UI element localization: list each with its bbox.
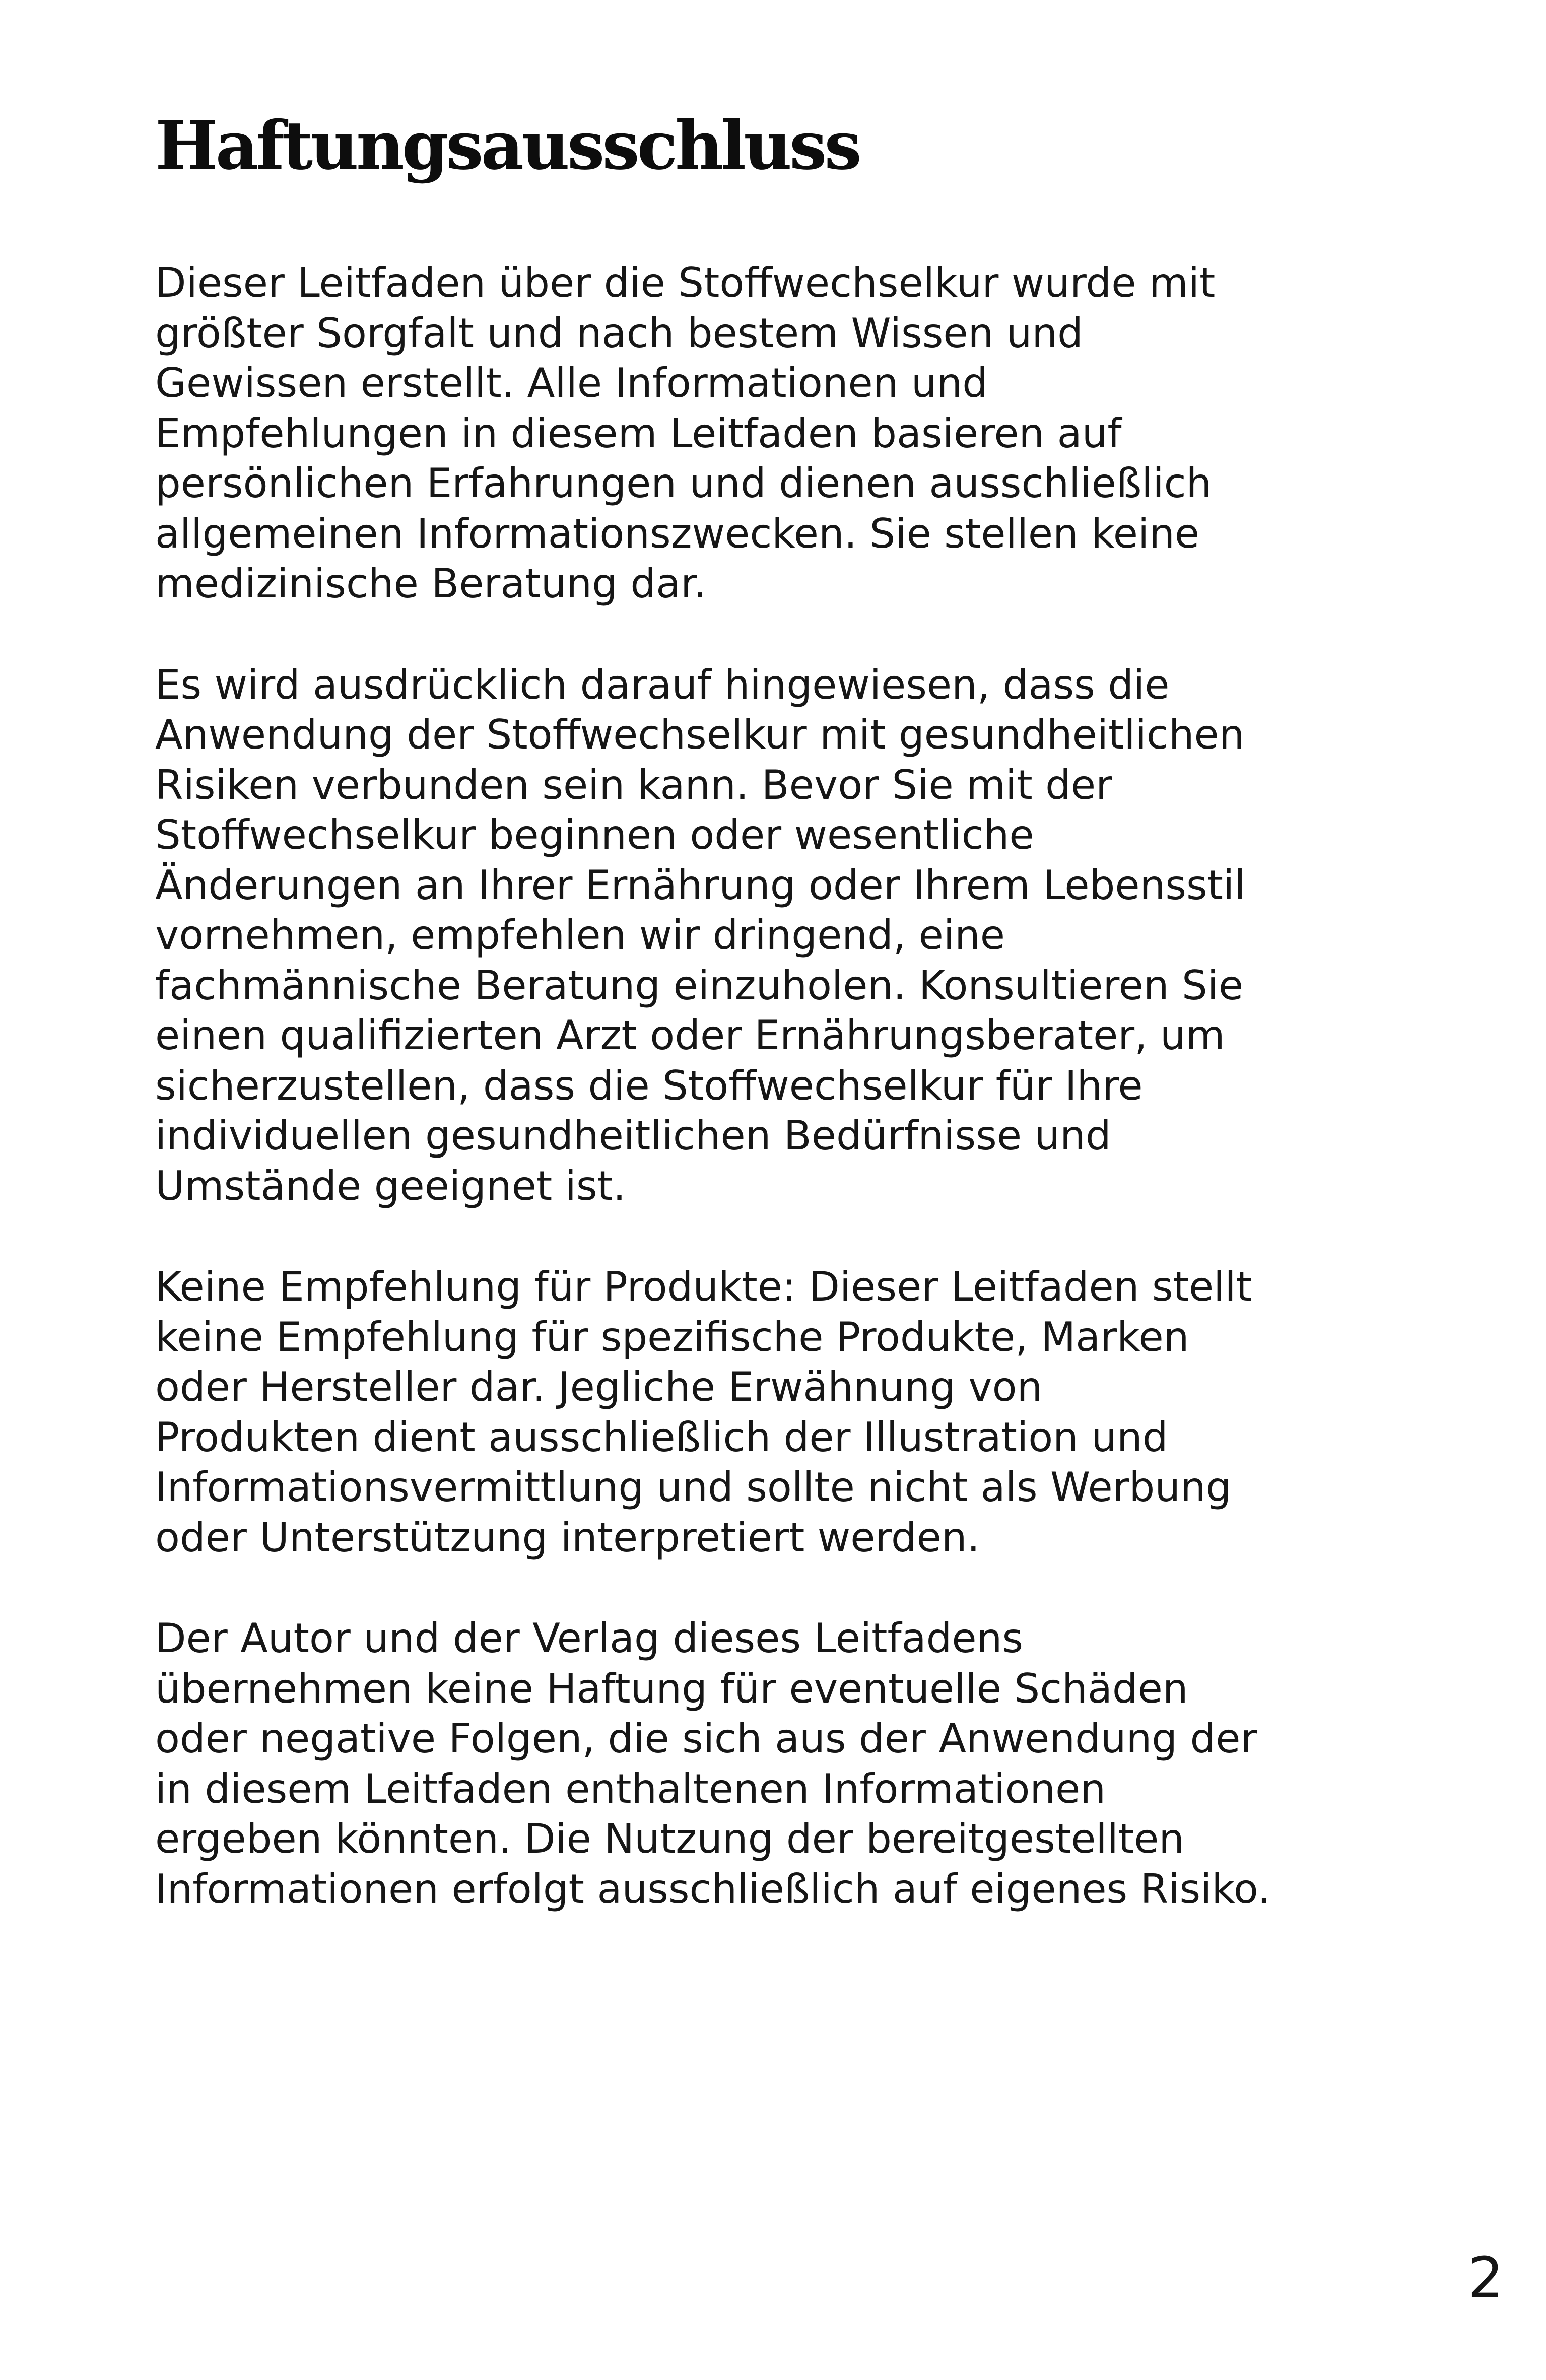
paragraph-line: größter Sorgfalt und nach bestem Wissen und [155,309,1083,357]
paragraph-line: individuellen gesundheitlichen Bedürfnisse und [155,1112,1111,1159]
paragraph-line: Keine Empfehlung für Produkte: Dieser Leitfaden stellt [155,1263,1252,1310]
paragraph-line: in diesem Leitfaden enthaltenen Informationen [155,1765,1106,1812]
paragraph-line: persönlichen Erfahrungen und dienen ausschließlich [155,460,1212,507]
paragraph-line: Der Autor und der Verlag dieses Leitfadens [155,1615,1024,1662]
page-number: 2 [1467,2246,1504,2311]
paragraph-line: fachmännische Beratung einzuholen. Konsultieren Sie [155,962,1244,1009]
paragraph-line: allgemeinen Informationszwecken. Sie stellen keine [155,510,1200,557]
paragraph-line: Stoffwechselkur beginnen oder wesentliche [155,811,1034,858]
paragraph-line: Änderungen an Ihrer Ernährung oder Ihrem Lebensstil [155,861,1246,909]
paragraph-line: vornehmen, empfehlen wir dringend, eine [155,912,1005,959]
paragraph-line: Umstände geeignet ist. [155,1162,626,1209]
page-title: Haftungsausschluss [155,107,859,185]
paragraph-line: oder negative Folgen, die sich aus der Anwendung der [155,1715,1257,1762]
paragraph-line: Es wird ausdrücklich darauf hingewiesen, dass die [155,661,1170,708]
paragraph-intro [155,258,1374,609]
paragraph-line: oder Hersteller dar. Jegliche Erwähnung von [155,1364,1043,1410]
paragraph-line: Risiken verbunden sein kann. Bevor Sie mit der [155,761,1112,808]
paragraph-line: Empfehlungen in diesem Leitfaden basieren auf [155,410,1122,457]
paragraph-line: oder Unterstützung interpretiert werden. [155,1514,980,1561]
disclaimer-body [155,258,1374,1965]
paragraph-line: sicherzustellen, dass die Stoffwechselkur für Ihre [155,1062,1143,1109]
paragraph-no-product-endorsement [155,1262,1374,1562]
paragraph-line: Dieser Leitfaden über die Stoffwechselkur wurde mit [155,259,1216,306]
paragraph-line: Anwendung der Stoffwechselkur mit gesundheitlichen [155,711,1245,758]
paragraph-liability [155,1613,1374,1914]
paragraph-line: medizinische Beratung dar. [155,560,707,607]
paragraph-line: Informationsvermittlung und sollte nicht als Werbung [155,1464,1232,1511]
paragraph-health-risks [155,660,1374,1211]
paragraph-line: einen qualifizierten Arzt oder Ernährungsberater, um [155,1012,1225,1059]
paragraph-line: keine Empfehlung für spezifische Produkte, Marken [155,1313,1189,1361]
paragraph-line: ergeben könnten. Die Nutzung der bereitgestellten [155,1815,1185,1862]
paragraph-line: Produkten dient ausschließlich der Illustration und [155,1413,1168,1461]
paragraph-line: Informationen erfolgt ausschließlich auf eigenes Risiko. [155,1865,1270,1913]
paragraph-line: übernehmen keine Haftung für eventuelle Schäden [155,1665,1188,1712]
paragraph-line: Gewissen erstellt. Alle Informationen und [155,360,988,406]
